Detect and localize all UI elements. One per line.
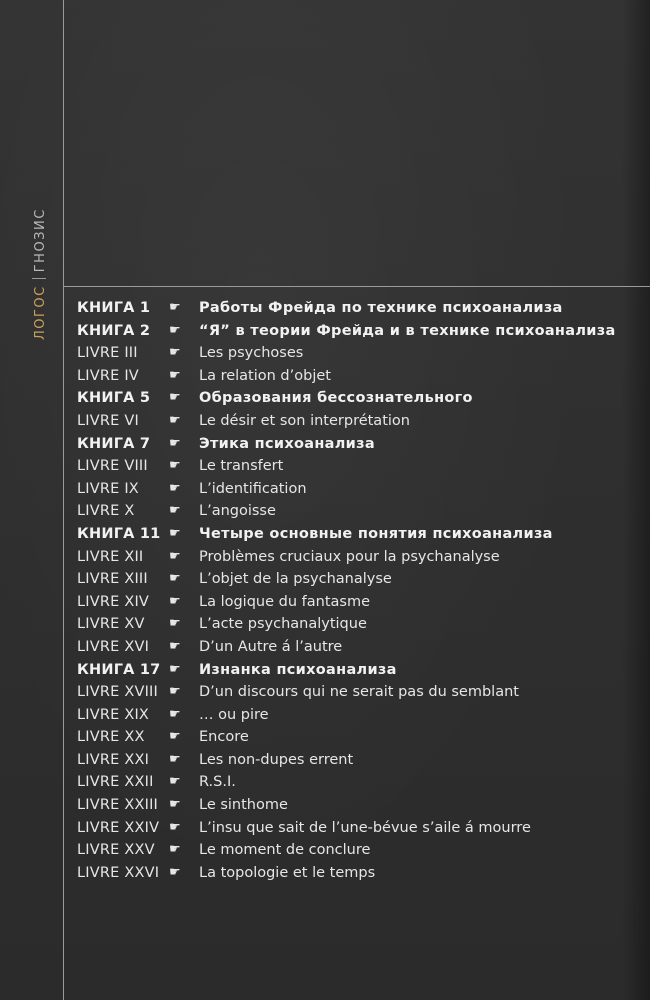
pointing-hand-icon: ☛ xyxy=(169,480,181,496)
pointing-hand-icon: ☛ xyxy=(169,774,181,790)
seminar-list-item xyxy=(77,726,637,749)
seminar-book-label: LIVRE IX xyxy=(77,480,139,497)
seminar-title: L’objet de la psychanalyse xyxy=(199,571,392,588)
pointing-hand-icon: ☛ xyxy=(169,638,181,654)
seminar-list-item xyxy=(77,433,637,456)
pointing-hand-icon: ☛ xyxy=(169,345,181,361)
seminar-list xyxy=(77,297,637,884)
seminar-book-label: LIVRE XXV xyxy=(77,842,155,859)
seminar-book-label: LIVRE XV xyxy=(77,616,145,633)
pointing-hand-icon: ☛ xyxy=(169,322,181,338)
seminar-title: L’insu que sait de l’une-bévue s’aile á mourre xyxy=(199,819,531,836)
seminar-list-item xyxy=(77,749,637,772)
pointing-hand-icon: ☛ xyxy=(169,593,181,609)
seminar-list-item xyxy=(77,568,637,591)
seminar-book-label: КНИГА 7 xyxy=(77,435,151,452)
seminar-title: Encore xyxy=(199,729,249,746)
seminar-list-item xyxy=(77,365,637,388)
seminar-book-label: LIVRE VI xyxy=(77,412,139,429)
seminar-list-item xyxy=(77,636,637,659)
seminar-list-item xyxy=(77,387,637,410)
seminar-title: Le sinthome xyxy=(199,797,288,814)
seminar-list-item xyxy=(77,613,637,636)
seminar-title: Le transfert xyxy=(199,458,284,475)
imprint-gnosis: ГНОЗИС xyxy=(33,208,48,273)
horizontal-rule xyxy=(63,286,650,287)
seminar-book-label: LIVRE XIX xyxy=(77,706,150,723)
seminar-list-item xyxy=(77,455,637,478)
seminar-book-label: LIVRE III xyxy=(77,345,138,362)
seminar-list-item xyxy=(77,817,637,840)
seminar-book-label: LIVRE XXI xyxy=(77,751,150,768)
seminar-title: La topologie et le temps xyxy=(199,864,376,881)
seminar-list-item xyxy=(77,771,637,794)
seminar-list-item xyxy=(77,523,637,546)
seminar-title: Четыре основные понятия психоанализа xyxy=(199,525,553,542)
seminar-title: Работы Фрейда по технике психоанализа xyxy=(199,300,563,316)
seminar-list-item xyxy=(77,681,637,704)
pointing-hand-icon: ☛ xyxy=(169,548,181,564)
seminar-title: Le moment de conclure xyxy=(199,842,371,859)
seminar-list-item xyxy=(77,591,637,614)
seminar-title: “Я” в теории Фрейда и в технике психоанализа xyxy=(199,322,616,339)
seminar-list-item xyxy=(77,659,637,682)
pointing-hand-icon: ☛ xyxy=(169,797,181,813)
seminar-title: D’un discours qui ne serait pas du semblant xyxy=(199,684,519,701)
pointing-hand-icon: ☛ xyxy=(169,525,181,541)
pointing-hand-icon: ☛ xyxy=(169,684,181,700)
pointing-hand-icon: ☛ xyxy=(169,435,181,451)
seminar-book-label: LIVRE XXIII xyxy=(77,797,159,814)
seminar-book-label: LIVRE XVIII xyxy=(77,684,159,701)
pointing-hand-icon: ☛ xyxy=(169,864,181,880)
pointing-hand-icon: ☛ xyxy=(169,458,181,474)
seminar-book-label: КНИГА 17 xyxy=(77,661,161,678)
seminar-list-item xyxy=(77,839,637,862)
seminar-list-item xyxy=(77,410,637,433)
publisher-imprint-text xyxy=(32,208,50,340)
seminar-book-label: КНИГА 1 xyxy=(77,300,151,316)
seminar-title: Le désir et son interprétation xyxy=(199,412,410,429)
seminar-book-label: LIVRE XXIV xyxy=(77,819,160,836)
pointing-hand-icon: ☛ xyxy=(169,412,181,428)
seminar-title: Образования бессознательного xyxy=(199,390,473,407)
seminar-title: L’identification xyxy=(199,480,307,497)
seminar-book-label: КНИГА 5 xyxy=(77,390,151,407)
seminar-book-label: LIVRE XII xyxy=(77,548,144,565)
pointing-hand-icon: ☛ xyxy=(169,729,181,745)
pointing-hand-icon: ☛ xyxy=(169,390,181,406)
seminar-title: Изнанка психоанализа xyxy=(199,661,397,678)
seminar-title: … ou pire xyxy=(199,706,269,723)
seminar-title: Problèmes cruciaux pour la psychanalyse xyxy=(199,548,500,565)
seminar-book-label: КНИГА 2 xyxy=(77,322,151,339)
pointing-hand-icon: ☛ xyxy=(169,367,181,383)
seminar-book-label: LIVRE XXVI xyxy=(77,864,160,881)
seminar-title: D’un Autre á l’autre xyxy=(199,638,343,655)
vertical-rule xyxy=(63,0,64,1000)
seminar-title: La logique du fantasme xyxy=(199,593,370,610)
seminar-list-item xyxy=(77,794,637,817)
seminar-book-label: LIVRE XIV xyxy=(77,593,150,610)
pointing-hand-icon: ☛ xyxy=(169,571,181,587)
seminar-book-label: LIVRE X xyxy=(77,503,135,520)
seminar-book-label: LIVRE IV xyxy=(77,367,139,384)
pointing-hand-icon: ☛ xyxy=(169,706,181,722)
seminar-book-label: LIVRE XIII xyxy=(77,571,148,588)
seminar-title: Этика психоанализа xyxy=(199,435,375,452)
seminar-list-item xyxy=(77,862,637,885)
pointing-hand-icon: ☛ xyxy=(169,503,181,519)
seminar-list-item xyxy=(77,297,637,320)
seminar-list-item xyxy=(77,478,637,501)
pointing-hand-icon: ☛ xyxy=(169,616,181,632)
seminar-book-label: LIVRE XXII xyxy=(77,774,154,791)
seminar-book-label: LIVRE XX xyxy=(77,729,145,746)
seminar-book-label: КНИГА 11 xyxy=(77,525,161,542)
seminar-title: L’angoisse xyxy=(199,503,276,520)
seminar-list-item xyxy=(77,320,637,343)
seminar-title: R.S.I. xyxy=(199,774,236,791)
seminar-list-item xyxy=(77,342,637,365)
seminar-book-label: LIVRE VIII xyxy=(77,458,148,475)
pointing-hand-icon: ☛ xyxy=(169,842,181,858)
pointing-hand-icon: ☛ xyxy=(169,661,181,677)
pointing-hand-icon: ☛ xyxy=(169,819,181,835)
pointing-hand-icon: ☛ xyxy=(169,751,181,767)
seminar-title: L’acte psychanalytique xyxy=(199,616,367,633)
seminar-title: Les non-dupes errent xyxy=(199,751,354,768)
pointing-hand-icon: ☛ xyxy=(169,300,181,315)
imprint-divider xyxy=(32,278,46,279)
seminar-title: Les psychoses xyxy=(199,345,304,362)
seminar-book-label: LIVRE XVI xyxy=(77,638,150,655)
seminar-list-item xyxy=(77,704,637,727)
seminar-title: La relation d’objet xyxy=(199,367,331,384)
imprint-logos: ЛОГОС xyxy=(33,285,48,340)
seminar-list-item xyxy=(77,500,637,523)
seminar-list-item xyxy=(77,546,637,569)
